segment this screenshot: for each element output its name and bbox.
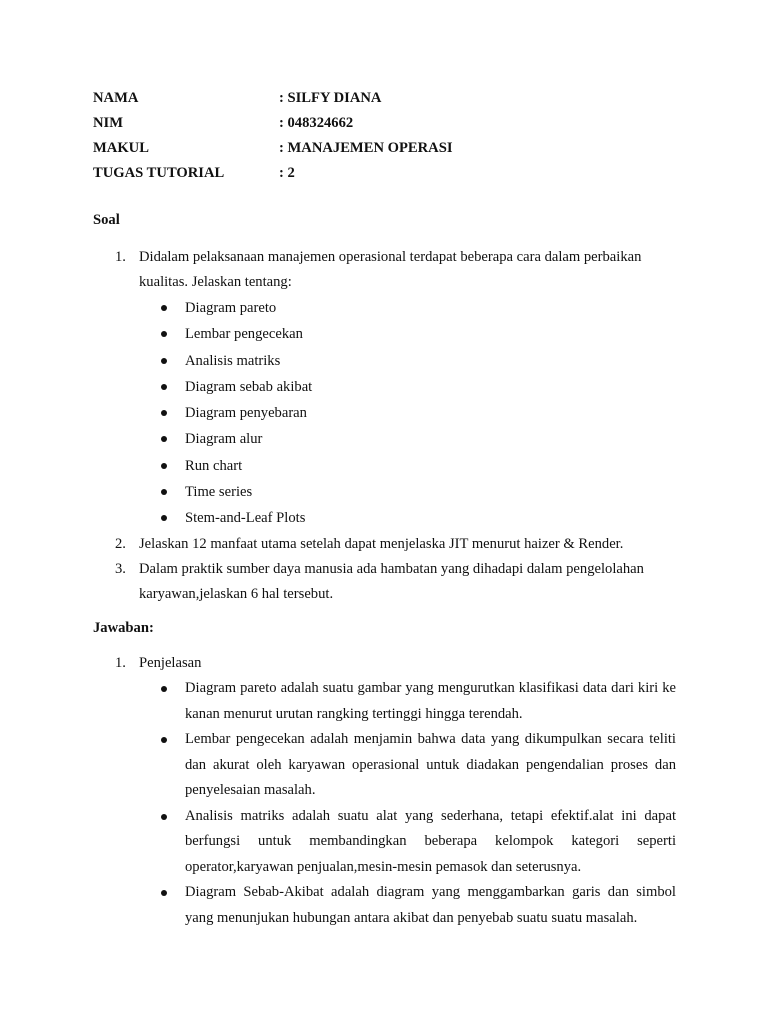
topic-text: Diagram pareto — [185, 300, 277, 316]
list-item — [93, 727, 676, 804]
topic-text: Stem-and-Leaf Plots — [185, 510, 306, 527]
bullet-icon — [161, 358, 167, 364]
question-text: Dalam praktik sumber daya manusia ada hambatan yang dihadapi dalam pengelolahan karyawan,jelaskan 6 hal tersebut. — [139, 560, 644, 602]
identity-label: TUGAS TUTORIAL — [93, 165, 225, 181]
identity-row-nama — [93, 86, 453, 111]
identity-value: : SILFY DIANA — [279, 90, 382, 106]
identity-table — [93, 86, 453, 186]
question-item — [93, 245, 676, 532]
topic-text: Lembar pengecekan — [185, 326, 303, 343]
topic-text: Analisis matriks — [185, 352, 281, 369]
bullet-icon — [161, 890, 167, 896]
topic-text: Diagram penyebaran — [185, 405, 307, 422]
list-item — [93, 479, 676, 505]
question-text: Didalam pelaksanaan manajemen operasional terdapat beberapa cara dalam perbaikan kualitas. Jelaskan tentang: — [139, 249, 642, 290]
list-item — [93, 374, 676, 400]
bullet-icon — [161, 331, 167, 337]
bullet-icon — [161, 489, 167, 495]
answer-item — [93, 651, 676, 931]
identity-value: : MANAJEMEN OPERASI — [279, 140, 453, 156]
topic-text: Time series — [185, 484, 253, 501]
bullet-icon — [161, 436, 167, 442]
list-item — [93, 505, 676, 531]
list-item — [93, 676, 676, 727]
identity-label: NIM — [93, 115, 123, 131]
question-item — [93, 532, 676, 557]
list-item — [93, 453, 676, 479]
topic-text: Diagram alur — [185, 431, 263, 448]
identity-row-tugas — [93, 161, 453, 186]
list-item — [93, 804, 676, 881]
bullet-icon — [161, 686, 167, 692]
question-item — [93, 557, 676, 607]
answer-bullet-list — [93, 676, 676, 931]
answer-paragraph: Diagram pareto adalah suatu gambar yang mengurutkan klasifikasi data dari kiri ke kanan menurut urutan rangking tertinggi hingga terendah. — [185, 680, 676, 722]
bullet-icon — [161, 384, 167, 390]
list-item — [93, 426, 676, 452]
question-number: 2. — [115, 535, 126, 552]
answer-list — [93, 651, 676, 931]
identity-row-makul — [93, 136, 453, 161]
bullet-icon — [161, 515, 167, 521]
bullet-icon — [161, 305, 167, 311]
question-number: 3. — [115, 560, 126, 577]
jawaban-heading: Jawaban: — [93, 620, 154, 636]
question-list — [93, 245, 676, 607]
topic-text: Run chart — [185, 457, 243, 474]
question-text: Jelaskan 12 manfaat utama setelah dapat menjelaska JIT menurut haizer & Render. — [139, 535, 624, 552]
topic-text: Diagram sebab akibat — [185, 378, 313, 395]
answer-paragraph: Diagram Sebab-Akibat adalah diagram yang menggambarkan garis dan simbol yang menunjukan hubungan antara akibat dan penyebab suatu suatu masalah. — [185, 884, 676, 926]
topic-bullet-list — [93, 295, 676, 532]
bullet-icon — [161, 737, 167, 743]
bullet-icon — [161, 410, 167, 416]
bullet-icon — [161, 814, 167, 820]
identity-value: : 2 — [279, 165, 295, 181]
answer-text: Penjelasan — [139, 655, 202, 671]
bullet-icon — [161, 463, 167, 469]
identity-label: MAKUL — [93, 140, 149, 156]
list-item — [93, 400, 676, 426]
question-number: 1. — [115, 249, 126, 265]
list-item — [93, 321, 676, 347]
identity-row-nim — [93, 111, 453, 136]
answer-number: 1. — [115, 655, 126, 671]
identity-label: NAMA — [93, 90, 139, 106]
answer-paragraph: Analisis matriks adalah suatu alat yang sederhana, tetapi efektif.alat ini dapat berfungsi untuk membandingkan beberapa kelompok kategori seperti operator,karyawan penjualan,mesin-mesin pemasok dan seterusnya. — [185, 807, 676, 875]
list-item — [93, 348, 676, 374]
identity-value: : 048324662 — [279, 115, 354, 131]
list-item — [93, 295, 676, 321]
list-item — [93, 880, 676, 931]
answer-paragraph: Lembar pengecekan adalah menjamin bahwa data yang dikumpulkan secara teliti dan akurat oleh karyawan operasional untuk diadakan pengendalian proses dan penyelesaian masalah. — [185, 731, 676, 798]
soal-heading: Soal — [93, 212, 120, 228]
